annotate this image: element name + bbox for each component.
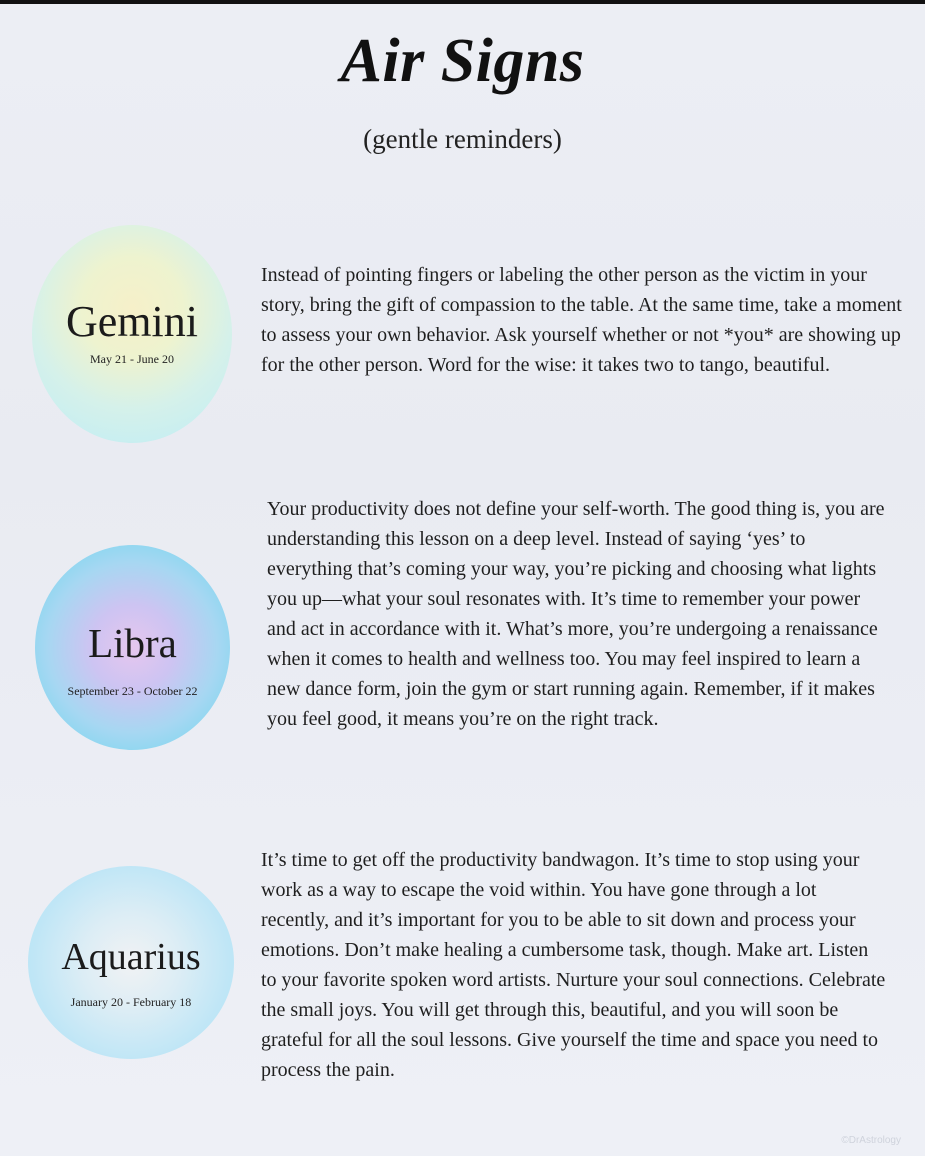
reminder-text-gemini: Instead of pointing fingers or labeling the other person as the victim in your story, bring the gift of compassion to the table. At the same time, take a moment to assess your own behavior. Ask yourself whether or not *you* are showing up for the other person. Word for the wise: it takes two to tango, beautiful. (261, 264, 902, 376)
page-subtitle: (gentle reminders) (363, 124, 562, 154)
reminder-text-aquarius: It’s time to get off the productivity bandwagon. It’s time to stop using your work as a way to escape the void within. You have gone through a lot recently, and it’s important for you to be able to sit down and process your emotions. Don’t make healing a cumbersome task, though. Make art. Listen to your favorite spoken word artists. Nurture your soul connections. Celebrate the small joys. You will get through this, beautiful, and you will soon be grateful for all the soul lessons. Give yourself the time and space you need to process the pain. (261, 849, 886, 1081)
sign-dates-aquarius: January 20 - February 18 (70, 995, 192, 1009)
gemini-circle (32, 225, 232, 443)
top-border (0, 0, 925, 4)
watermark: ©DrAstrology (841, 1135, 901, 1146)
sign-name-gemini: Gemini (66, 297, 198, 346)
sign-name-libra: Libra (88, 620, 177, 666)
aquarius-circle (28, 866, 234, 1059)
sign-name-aquarius: Aquarius (61, 936, 201, 978)
libra-circle (35, 545, 230, 750)
page-title: Air Signs (340, 27, 585, 95)
sign-dates-gemini: May 21 - June 20 (90, 352, 174, 366)
reminder-text-libra: Your productivity does not define your self-worth. The good thing is, you are understanding this lesson on a deep level. Instead of saying ‘yes’ to everything that’s coming your way, you’re picking and choosing what lights you up—what your soul resonates with. It’s time to remember your power and act in accordance with it. What’s more, you’re undergoing a renaissance when it comes to health and wellness too. You may feel inspired to learn a new dance form, join the gym or start running again. Remember, if it makes you feel good, it means you’re on the right track. (267, 498, 885, 730)
sign-dates-libra: September 23 - October 22 (67, 684, 198, 698)
